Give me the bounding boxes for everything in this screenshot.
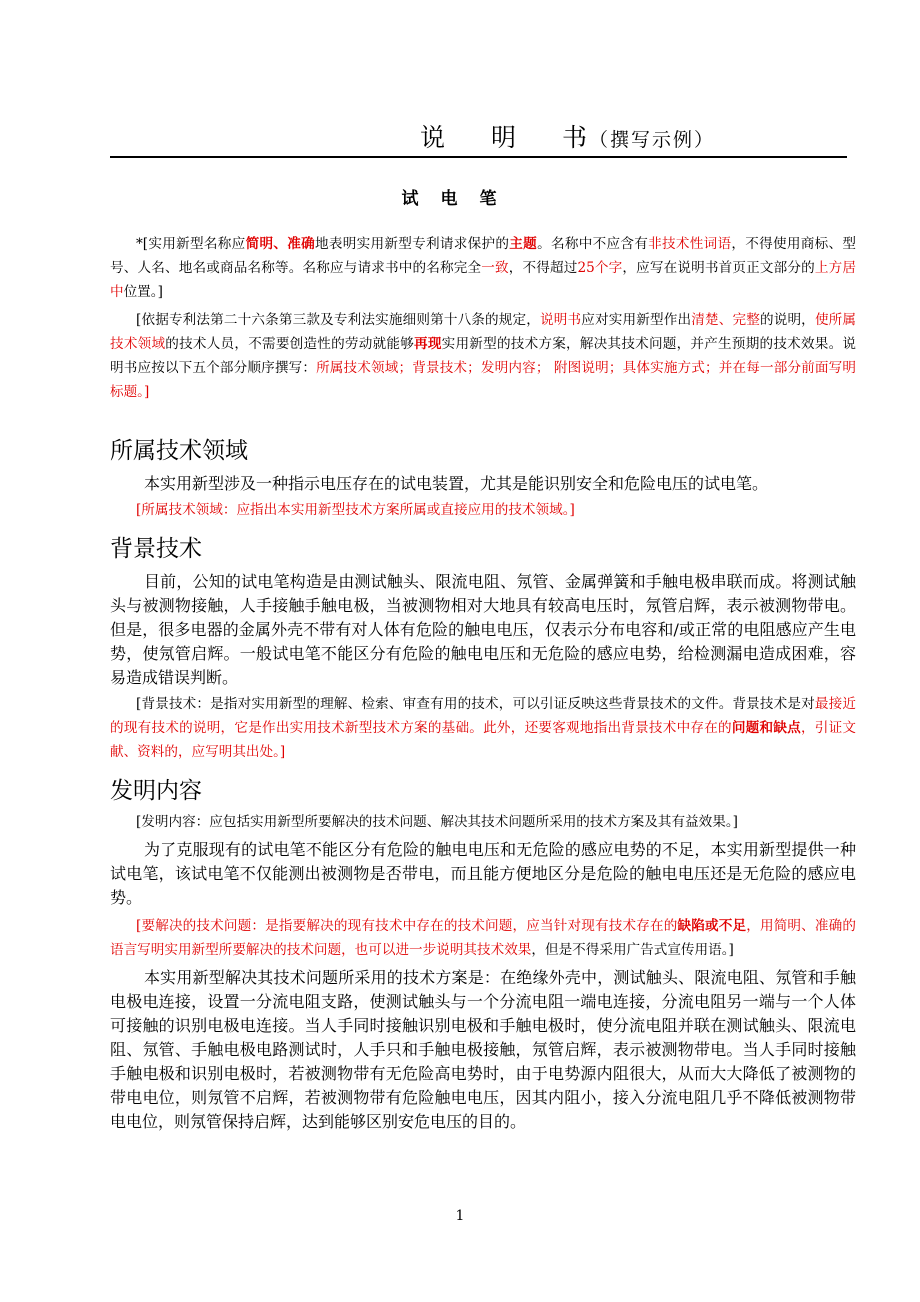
title-rule <box>110 156 847 158</box>
text-run: ，应写在说明书首页正文部分的 <box>622 260 815 276</box>
section-heading-field: 所属技术领域 <box>110 438 248 464</box>
text-run: 的技术人员，不需要创造性的劳动就能够 <box>165 336 415 352</box>
background-body: 目前，公知的试电笔构造是由测试触头、限流电阻、氖管、金属弹簧和手触电极串联而成。将测试触头与被测物接触，人手接触手触电极，当被测物相对大地具有较高电压时，氖管启辉，表示被测物带电。但是，很多电器的金属外壳不带有对人体有危险的触电电压，仅表示分布电容和/或正常的电阻感应产生电势，使氖管启辉。一般试电笔不能区分有危险的触电电压和无危险的感应电势，给检测漏电造成困难，容易造成错误判断。 <box>110 572 856 687</box>
text-run-red: 上方居中 <box>110 260 856 300</box>
field-body: 本实用新型涉及一种指示电压存在的试电装置，尤其是能识别安全和危险电压的试电笔。 <box>144 474 769 493</box>
title-char: 书 <box>562 123 590 152</box>
text-run-red: 最接近的现有技术的说明，它是作出实用技术新型技术方案的基础。此外，还要客观地指出背景技术中存在的 <box>110 696 856 736</box>
text-run: *[实用新型名称应 <box>136 236 246 252</box>
text-run: ，不得超过 <box>508 260 578 276</box>
text-run-red: 一致 <box>481 260 509 276</box>
text-run-red: ，引证文献、资料的，应写明其出处。] <box>110 720 857 760</box>
field-note: [所属技术领域：应指出本实用新型技术方案所属或直接应用的技术领域。] <box>136 502 575 518</box>
title-char: 说 <box>420 123 448 152</box>
background-note <box>110 692 856 764</box>
text-run-red: 所属技术领域；背景技术；发明内容； 附图说明；具体实施方式；并在每一部分前面写明标题。] <box>110 360 856 400</box>
intro-note-1 <box>110 232 856 304</box>
page-number: 1 <box>455 1208 465 1224</box>
text-run: 地表明实用新型专利请求保护的 <box>314 236 510 252</box>
text-run-red: 清楚、完整 <box>691 312 760 328</box>
section-heading-content: 发明内容 <box>110 778 202 804</box>
text-run: ，不得使用商标、型号、人名、地名或商品名称等。名称应与请求书中的名称完全 <box>110 236 857 276</box>
text-run-emphasis: 缺陷或不足 <box>677 918 747 934</box>
content-body-1: 为了克服现有的试电笔不能区分有危险的触电电压和无危险的感应电势的不足，本实用新型提供一种试电笔，该试电笔不仅能测出被测物是否带电，而且能方便地区分是危险的触电电压还是无危险的感应电势。 <box>110 840 856 907</box>
text-run-red: 说明书 <box>540 312 582 328</box>
section-content <box>110 810 856 1134</box>
text-run-emphasis: 主题 <box>509 236 538 252</box>
section-field <box>110 472 856 522</box>
text-run: 位置。] <box>123 284 163 300</box>
content-note-1: [发明内容：应包括实用新型所要解决的技术问题、解决其技术问题所采用的技术方案及其有益效果。] <box>136 814 738 830</box>
text-run-red: 非技术性词语 <box>648 236 732 252</box>
section-background <box>110 570 856 764</box>
invention-name: 试电笔 <box>401 189 519 209</box>
text-run-emphasis: 问题和缺点 <box>731 720 801 736</box>
text-run-red: 25个字 <box>577 260 623 276</box>
text-run: 应对实用新型作出 <box>581 312 692 328</box>
text-run-emphasis: 再现 <box>414 336 442 352</box>
text-run-red: ，用简明、准确的语言写明实用新型所要解决的技术问题，也可以进一步说明其技术效果 <box>110 918 857 958</box>
title-char: 明 <box>491 123 519 152</box>
text-run: 。名称中不应含有 <box>537 236 649 252</box>
text-run: [背景技术：是指对实用新型的理解、检索、审查有用的技术，可以引证反映这些背景技术的文件。背景技术是对 <box>136 696 815 712</box>
content-note-2 <box>110 914 856 962</box>
intro-note-2 <box>110 308 856 404</box>
text-run: ，但是不得采用广告式宣传用语。] <box>531 942 734 958</box>
text-run: 实用新型的技术方案，解决其技术问题，并产生预期的技术效果。说明书应按以下五个部分顺序撰写： <box>110 336 857 376</box>
section-heading-background: 背景技术 <box>110 536 202 562</box>
text-run-red: [要解决的技术问题：是指要解决的现有技术中存在的技术问题，应当针对现有技术存在的 <box>136 918 678 934</box>
intro-notes <box>110 232 856 404</box>
text-run: [依据专利法第二十六条第三款及专利法实施细则第十八条的规定， <box>136 312 541 328</box>
title-suffix: （撰写示例） <box>589 129 716 151</box>
text-run-red: 使所属技术领域 <box>110 312 857 352</box>
document-title <box>420 118 715 154</box>
text-run: 的说明， <box>759 312 815 328</box>
text-run-emphasis: 简明、准确 <box>245 236 315 252</box>
content-body-2: 本实用新型解决其技术问题所采用的技术方案是：在绝缘外壳中，测试触头、限流电阻、氖管和手触电极电连接，设置一分流电阻支路，使测试触头与一个分流电阻一端电连接，分流电阻另一端与一个人体可接触的识别电极电连接。当人手同时接触识别电极和手触电极时，使分流电阻并联在测试触头、限流电阻、氖管、手触电极电路测试时，人手只和手触电极接触，氖管启辉，表示被测物带电。当人手同时接触手触电极和识别电极时，若被测物带有无危险高电势时，由于电势源内阻很大，从而大大降低了被测物的带电电位，则氖管不启辉，若被测物带有危险触电电压，因其内阻小，接入分流电阻几乎不降低被测物带电电位，则氖管保持启辉，达到能够区别安危电压的目的。 <box>110 968 856 1131</box>
